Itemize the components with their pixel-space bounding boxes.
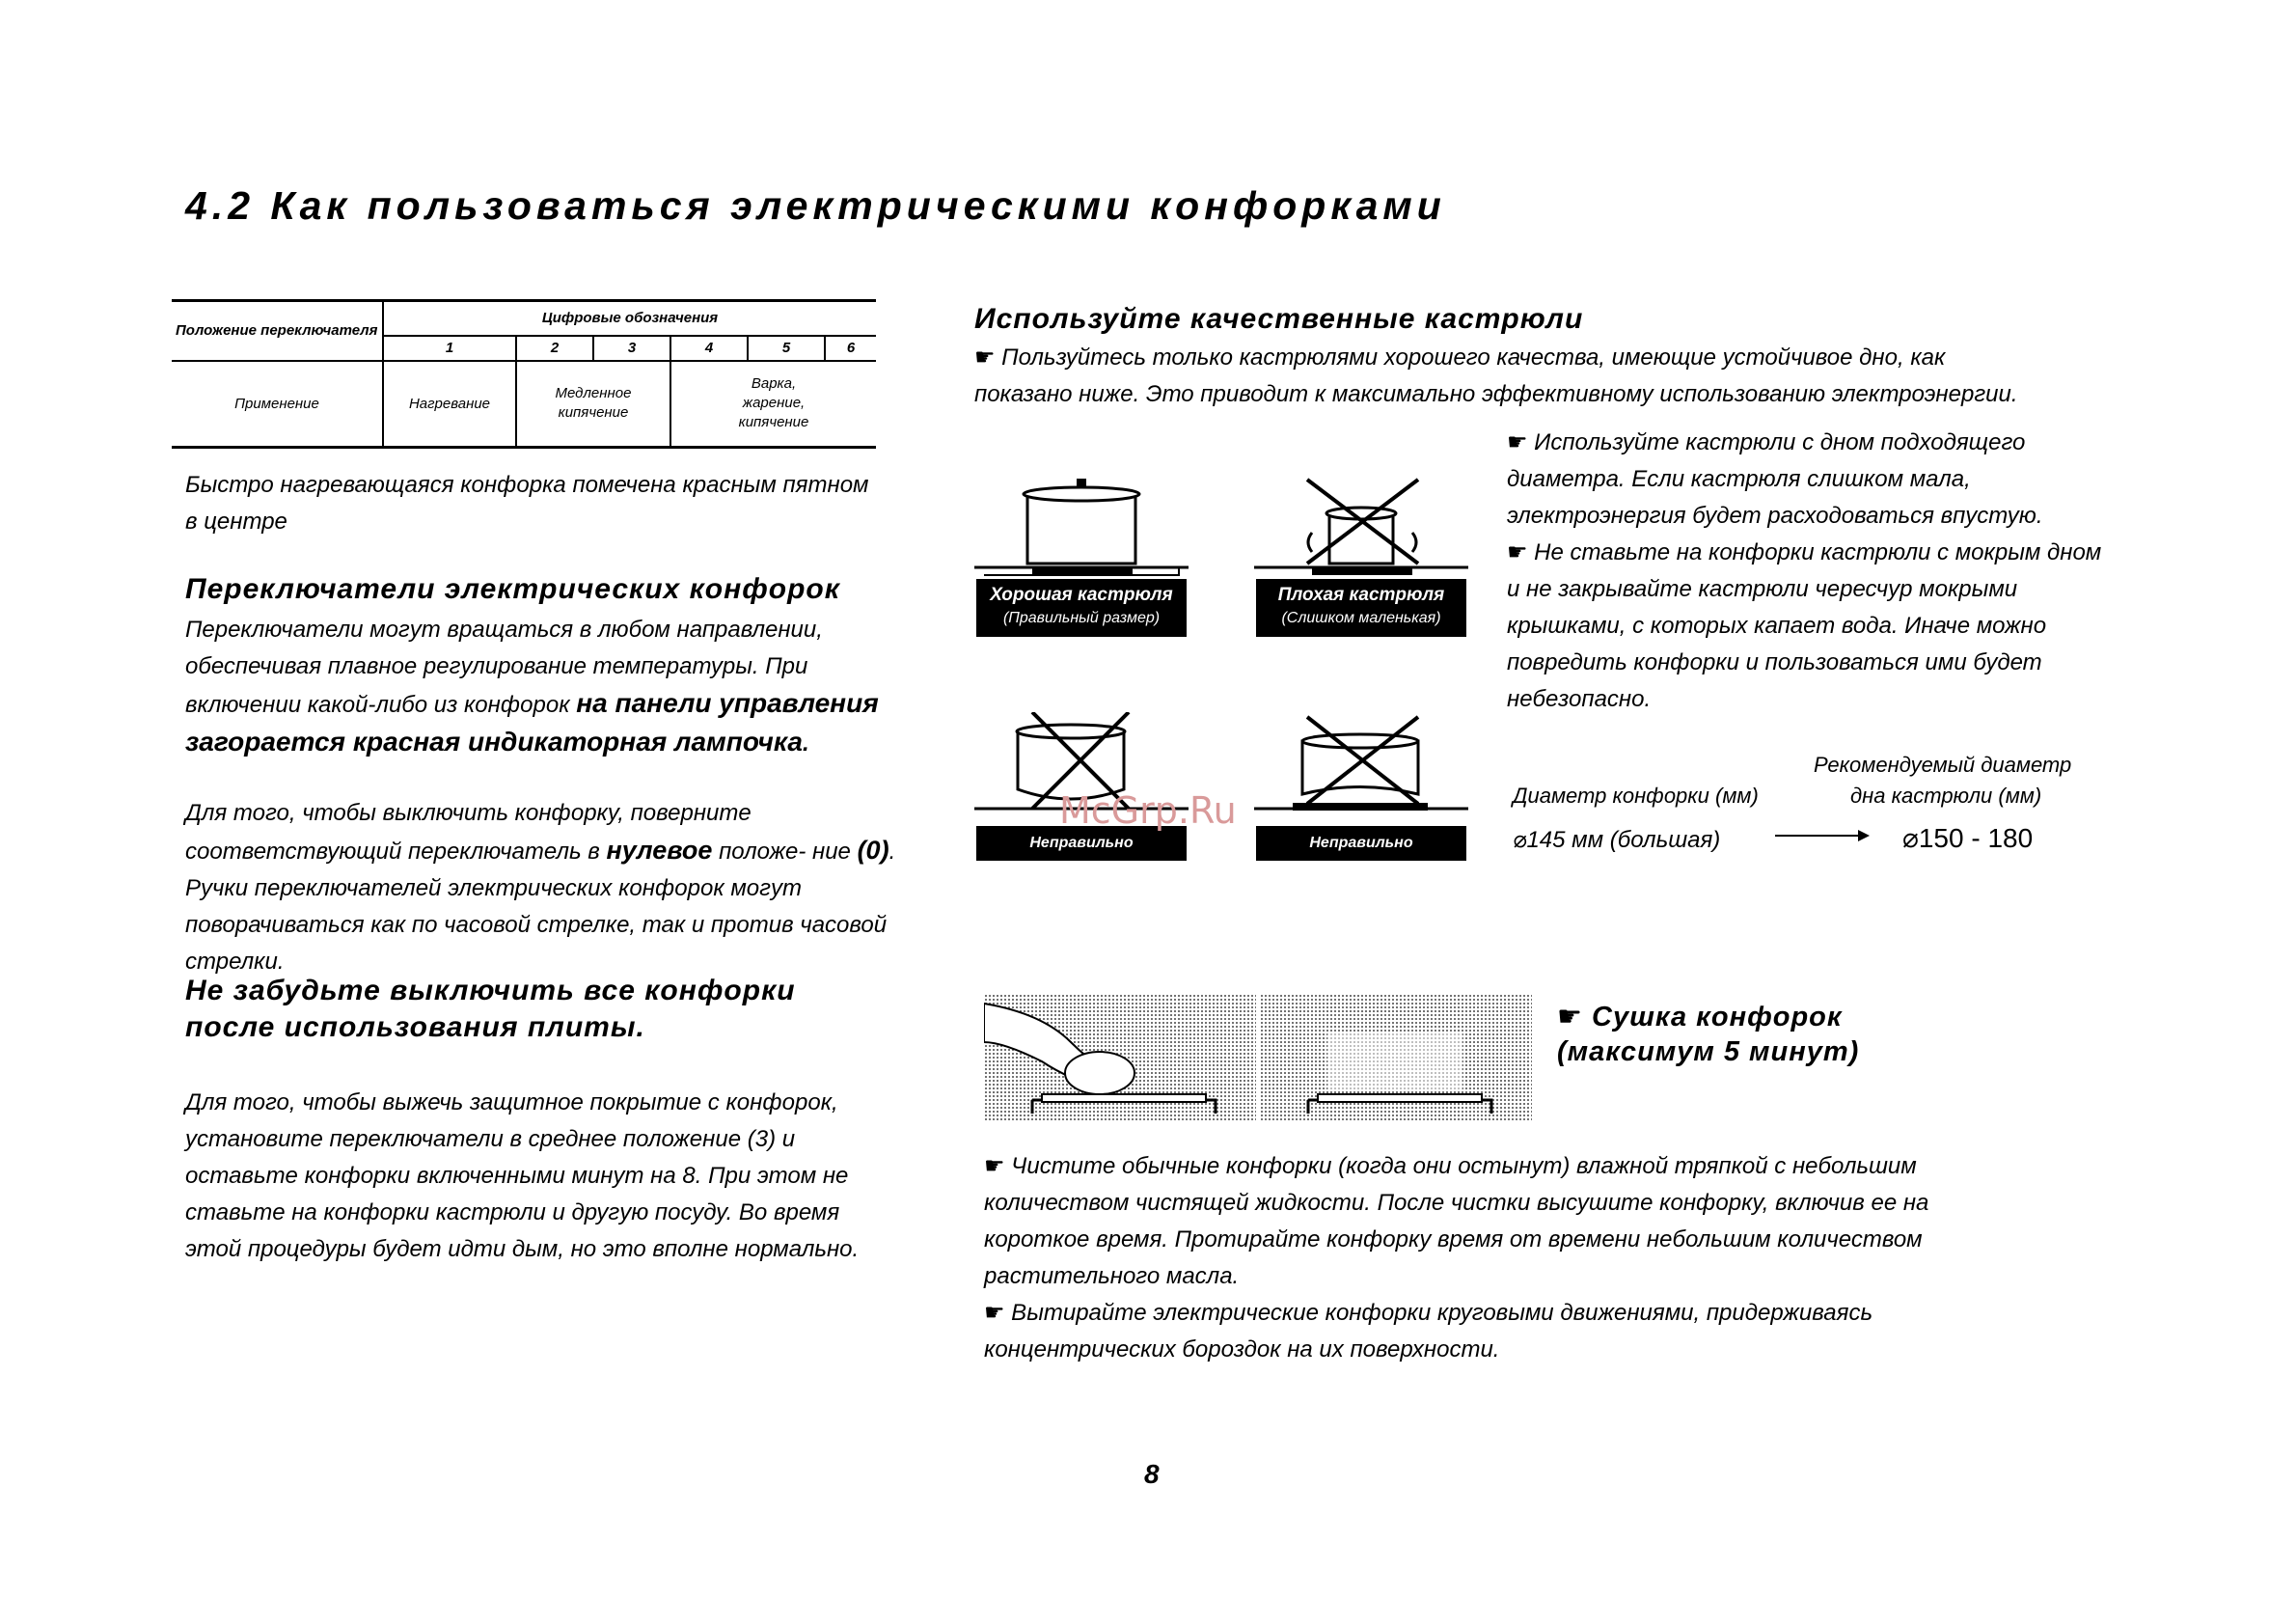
page-title: 4.2 Как пользоваться электрическими конфорками [185,183,1446,228]
page-number: 8 [1144,1459,1160,1489]
switches-paragraph-1: Переключатели могут вращаться в любом направлении, обеспечивая плавное регулирование температуры. При включении какой-либо из конфорок на панели управления загорается красная индикаторная лампочка. [185,617,879,757]
watermark: McGrp.Ru [1059,789,1237,832]
switches-paragraph-2: Для того, чтобы выключить конфорку, поверните соответствующий переключатель в нулевое положе- ние (0). Ручки переключателей электрических конфорок могут поворачиваться как по часовой стрелке, так и против часовой стрелки. [185,800,896,975]
wrong-pan-figure-2 [1254,712,1468,828]
cleaning-paragraph-2: ☛ Вытирайте электрические конфорки круговыми движениями, придерживаясь концентрических бороздок на их поверхности. [984,1300,1873,1363]
burn-in-paragraph: Для того, чтобы выжечь защитное покрытие с конфорок, установите переключатели в среднее положение (3) и оставьте конфорки включенными минут на 8. При этом не ставьте на конфорки кастрюли и другую посуду. Во время этой процедуры будет идти дым, но это вполне нормально. [185,1089,860,1262]
table-row-label: Применение [172,361,383,448]
drying-heading-2: (максимум 5 минут) [1557,1036,1860,1067]
table-cell-slow-boil: Медленное кипячение [516,361,670,448]
warning-text: Не забудьте выключить все конфорки после использования плиты. [185,975,796,1043]
table-header-position: Положение переключателя [172,301,383,361]
table-digit: 6 [846,340,856,356]
heat-burner-icon [1260,994,1532,1121]
table-digit: 5 [748,336,825,361]
pans-paragraph-1: ☛ Пользуйтесь только кастрюлями хорошего качества, имеющие устойчивое дно, как показано ниже. Это приводит к максимально эффективному использованию электроэнергии. [974,344,2018,407]
recommended-label-1: Рекомендуемый диаметр [1814,753,2072,777]
wrong-caption-2: Неправильно [1256,826,1466,861]
good-pan-caption: Хорошая кастрюля (Правильный размер) [976,579,1187,637]
arrow-right-icon [1775,826,1872,845]
table-digit: 1 [383,336,516,361]
table-digit: 2 [516,336,593,361]
pans-paragraph-2: ☛ Используйте кастрюли с дном подходящего диаметра. Если кастрюля слишком мала, электроэнергия будет расходоваться впустую. [1507,429,2043,529]
red-spot-note: Быстро нагревающаяся конфорка помечена красным пятном в центре [185,472,869,535]
table-cell-cook: Варка, жарение, кипячение [738,375,809,431]
table-digit: 4 [670,336,748,361]
switches-heading: Переключатели электрических конфорок [185,573,840,605]
wrong-caption-1: Неправильно [976,826,1187,861]
diameter-label: Диаметр конфорки (мм) [1513,784,1759,808]
recommended-value: ⌀150 - 180 [1902,823,2034,853]
switch-table [172,299,876,449]
table-digit: 3 [593,336,670,361]
wiping-figure [984,994,1256,1121]
bad-pan-caption: Плохая кастрюля (Слишком маленькая) [1256,579,1466,637]
pans-paragraph-3: ☛ Не ставьте на конфорки кастрюли с мокрым дном и не закрывайте кастрюли чересчур мокрыми крышками, с которых капает вода. Иначе можно повредить конфорки и пользоваться ими будет небезопасно. [1507,539,2102,712]
drying-heading-1: ☛ Сушка конфорок [1557,1002,1843,1032]
uneven-pan-icon [1254,712,1468,828]
diameter-value: ⌀145 мм (большая) [1513,827,1721,853]
recommended-label-2: дна кастрюли (мм) [1850,784,2042,808]
cleaning-paragraph-1: ☛ Чистите обычные конфорки (когда они остынут) влажной тряпкой с небольшим количеством чистящей жидкости. После чистки высушите конфорку, включив ее на короткое время. Протирайте конфорку время от времени небольшим количеством растительного масла. [984,1153,1929,1289]
hand-cloth-icon [984,994,1256,1121]
drying-figure [1260,994,1532,1121]
table-cell-heating: Нагревание [383,361,516,448]
pans-heading: Используйте качественные кастрюли [974,303,1584,335]
table-header-digits: Цифровые обозначения [383,301,876,336]
